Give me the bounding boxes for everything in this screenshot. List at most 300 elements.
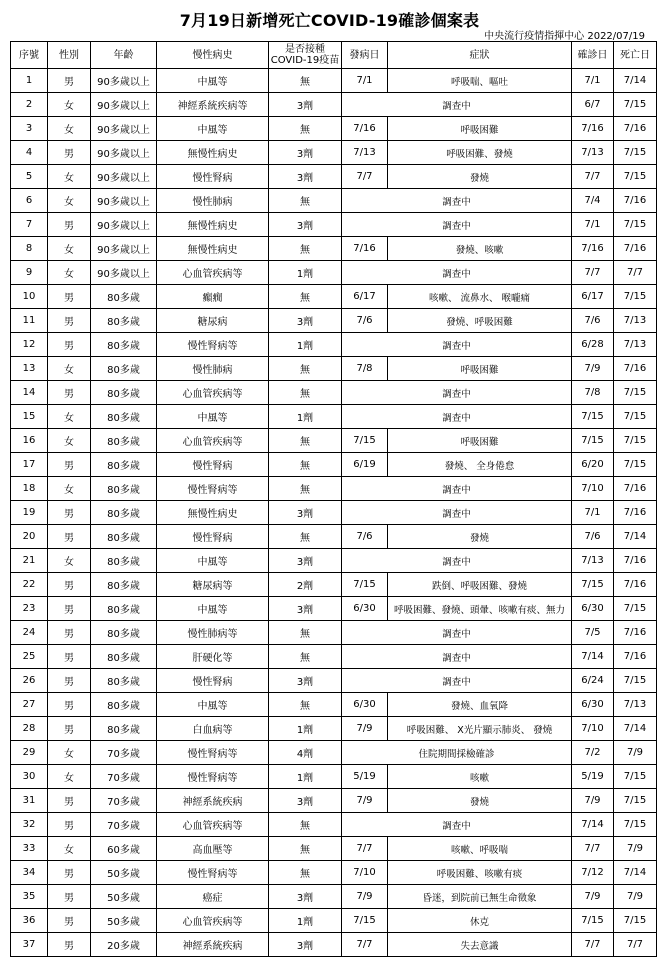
cell-sex: 男 — [48, 693, 91, 717]
cell-no: 21 — [11, 549, 48, 573]
cell-history: 心血管疾病等 — [157, 429, 269, 453]
cell-diagnosis: 7/14 — [572, 645, 614, 669]
cell-no: 13 — [11, 357, 48, 381]
cell-vaccine: 4劑 — [269, 741, 342, 765]
cell-no: 31 — [11, 789, 48, 813]
table-row — [11, 885, 657, 909]
cell-vaccine: 3劑 — [269, 213, 342, 237]
cell-vaccine: 3劑 — [269, 597, 342, 621]
cell-vaccine: 無 — [269, 453, 342, 477]
cell-vaccine: 1劑 — [269, 333, 342, 357]
cell-no: 25 — [11, 645, 48, 669]
cell-sex: 女 — [48, 837, 91, 861]
cell-age: 90多歲以上 — [91, 69, 157, 93]
cell-history: 無慢性病史 — [157, 141, 269, 165]
header-vaccine: 是否接種COVID-19疫苗 — [269, 42, 342, 69]
cell-history: 白血病等 — [157, 717, 269, 741]
cell-age: 80多歲 — [91, 693, 157, 717]
table-row — [11, 693, 657, 717]
table-row — [11, 237, 657, 261]
cell-death: 7/14 — [614, 717, 657, 741]
table-row — [11, 645, 657, 669]
cell-vaccine: 無 — [269, 69, 342, 93]
cell-symptoms: 調查中 — [342, 549, 572, 573]
cell-age: 20多歲 — [91, 933, 157, 957]
cell-vaccine: 3劑 — [269, 669, 342, 693]
cell-sex: 男 — [48, 381, 91, 405]
death-case-table — [10, 41, 657, 957]
cell-vaccine: 無 — [269, 357, 342, 381]
cell-vaccine: 無 — [269, 477, 342, 501]
table-row — [11, 285, 657, 309]
cell-sex: 女 — [48, 261, 91, 285]
cell-history: 慢性腎病 — [157, 165, 269, 189]
cell-history: 無慢性病史 — [157, 237, 269, 261]
table-row — [11, 765, 657, 789]
cell-sex: 男 — [48, 645, 91, 669]
cell-onset: 6/19 — [342, 453, 388, 477]
cell-diagnosis: 7/15 — [572, 405, 614, 429]
cell-sex: 男 — [48, 525, 91, 549]
cell-history: 癌症 — [157, 885, 269, 909]
cell-age: 90多歲以上 — [91, 237, 157, 261]
cell-no: 14 — [11, 381, 48, 405]
table-row — [11, 189, 657, 213]
cell-symptoms: 調查中 — [342, 213, 572, 237]
cell-symptoms: 調查中 — [342, 621, 572, 645]
cell-age: 80多歲 — [91, 549, 157, 573]
cell-no: 4 — [11, 141, 48, 165]
cell-no: 8 — [11, 237, 48, 261]
cell-diagnosis: 7/16 — [572, 237, 614, 261]
cell-no: 2 — [11, 93, 48, 117]
cell-sex: 男 — [48, 717, 91, 741]
table-row — [11, 813, 657, 837]
table-row — [11, 741, 657, 765]
cell-no: 15 — [11, 405, 48, 429]
cell-diagnosis: 6/7 — [572, 93, 614, 117]
cell-sex: 女 — [48, 189, 91, 213]
cell-vaccine: 3劑 — [269, 549, 342, 573]
cell-age: 70多歲 — [91, 813, 157, 837]
cell-no: 26 — [11, 669, 48, 693]
cell-vaccine: 1劑 — [269, 405, 342, 429]
cell-vaccine: 無 — [269, 861, 342, 885]
cell-vaccine: 無 — [269, 237, 342, 261]
cell-death: 7/15 — [614, 789, 657, 813]
table-row — [11, 309, 657, 333]
cell-vaccine: 3劑 — [269, 141, 342, 165]
cell-death: 7/15 — [614, 453, 657, 477]
cell-death: 7/9 — [614, 885, 657, 909]
cell-death: 7/7 — [614, 261, 657, 285]
cell-death: 7/15 — [614, 429, 657, 453]
cell-onset: 7/16 — [342, 237, 388, 261]
cell-history: 中風等 — [157, 597, 269, 621]
cell-sex: 男 — [48, 141, 91, 165]
cell-history: 心血管疾病等 — [157, 381, 269, 405]
cell-age: 50多歲 — [91, 885, 157, 909]
table-body — [11, 69, 657, 957]
cell-symptoms: 呼吸困難 — [388, 117, 572, 141]
cell-death: 7/16 — [614, 501, 657, 525]
cell-age: 80多歲 — [91, 501, 157, 525]
table-row — [11, 141, 657, 165]
cell-no: 36 — [11, 909, 48, 933]
page-title: 7月19日新增死亡COVID-19確診個案表 — [179, 11, 480, 30]
cell-sex: 女 — [48, 741, 91, 765]
cell-diagnosis: 7/10 — [572, 477, 614, 501]
cell-symptoms: 調查中 — [342, 381, 572, 405]
header-sex: 性別 — [48, 42, 91, 69]
cell-diagnosis: 7/15 — [572, 909, 614, 933]
cell-onset: 7/7 — [342, 165, 388, 189]
table-row — [11, 549, 657, 573]
cell-diagnosis: 7/6 — [572, 309, 614, 333]
cell-history: 高血壓等 — [157, 837, 269, 861]
cell-no: 35 — [11, 885, 48, 909]
table-row — [11, 525, 657, 549]
cell-history: 慢性肺病 — [157, 189, 269, 213]
cell-symptoms: 住院期間採檢確診 — [342, 741, 572, 765]
cell-history: 癲癇 — [157, 285, 269, 309]
cell-symptoms: 呼吸喘、嘔吐 — [388, 69, 572, 93]
cell-sex: 男 — [48, 909, 91, 933]
cell-no: 11 — [11, 309, 48, 333]
cell-history: 無慢性病史 — [157, 213, 269, 237]
cell-age: 90多歲以上 — [91, 213, 157, 237]
cell-vaccine: 無 — [269, 525, 342, 549]
cell-vaccine: 3劑 — [269, 789, 342, 813]
cell-vaccine: 無 — [269, 429, 342, 453]
cell-sex: 男 — [48, 453, 91, 477]
cell-age: 90多歲以上 — [91, 141, 157, 165]
cell-symptoms: 呼吸困難、咳嗽有痰 — [388, 861, 572, 885]
cell-onset: 6/30 — [342, 693, 388, 717]
table-row — [11, 597, 657, 621]
cell-age: 50多歲 — [91, 861, 157, 885]
cell-symptoms: 調查中 — [342, 333, 572, 357]
cell-death: 7/15 — [614, 909, 657, 933]
cell-death: 7/15 — [614, 405, 657, 429]
table-row — [11, 837, 657, 861]
cell-history: 心血管疾病等 — [157, 909, 269, 933]
cell-symptoms: 呼吸困難、 X光片顯示肺炎、 發燒 — [388, 717, 572, 741]
cell-death: 7/15 — [614, 213, 657, 237]
cell-symptoms: 調查中 — [342, 405, 572, 429]
cell-age: 60多歲 — [91, 837, 157, 861]
header-death: 死亡日 — [614, 42, 657, 69]
cell-onset: 5/19 — [342, 765, 388, 789]
cell-history: 糖尿病等 — [157, 573, 269, 597]
cell-death: 7/14 — [614, 525, 657, 549]
cell-age: 80多歲 — [91, 597, 157, 621]
cell-death: 7/15 — [614, 765, 657, 789]
table-row — [11, 165, 657, 189]
cell-vaccine: 無 — [269, 693, 342, 717]
cell-diagnosis: 7/9 — [572, 357, 614, 381]
cell-symptoms: 發燒、呼吸困難 — [388, 309, 572, 333]
cell-age: 80多歲 — [91, 381, 157, 405]
cell-sex: 女 — [48, 429, 91, 453]
cell-diagnosis: 6/20 — [572, 453, 614, 477]
cell-onset: 7/9 — [342, 885, 388, 909]
cell-no: 20 — [11, 525, 48, 549]
cell-age: 80多歲 — [91, 669, 157, 693]
header-symptoms: 症狀 — [388, 42, 572, 69]
cell-age: 80多歲 — [91, 717, 157, 741]
cell-death: 7/16 — [614, 237, 657, 261]
cell-sex: 男 — [48, 213, 91, 237]
cell-death: 7/15 — [614, 381, 657, 405]
cell-symptoms: 發燒 — [388, 525, 572, 549]
cell-diagnosis: 6/30 — [572, 597, 614, 621]
header-age: 年齡 — [91, 42, 157, 69]
cell-symptoms: 發燒、咳嗽 — [388, 237, 572, 261]
cell-onset: 7/7 — [342, 837, 388, 861]
cell-sex: 女 — [48, 165, 91, 189]
cell-history: 糖尿病 — [157, 309, 269, 333]
table-row — [11, 621, 657, 645]
cell-no: 12 — [11, 333, 48, 357]
cell-death: 7/9 — [614, 741, 657, 765]
table-row — [11, 93, 657, 117]
cell-diagnosis: 6/17 — [572, 285, 614, 309]
cell-onset: 6/30 — [342, 597, 388, 621]
cell-symptoms: 調查中 — [342, 645, 572, 669]
cell-age: 80多歲 — [91, 573, 157, 597]
cell-vaccine: 無 — [269, 117, 342, 141]
cell-age: 80多歲 — [91, 405, 157, 429]
cell-age: 70多歲 — [91, 765, 157, 789]
cell-history: 慢性肺病等 — [157, 621, 269, 645]
cell-symptoms: 休克 — [388, 909, 572, 933]
cell-diagnosis: 7/10 — [572, 717, 614, 741]
cell-history: 中風等 — [157, 69, 269, 93]
cell-diagnosis: 7/1 — [572, 213, 614, 237]
cell-death: 7/9 — [614, 837, 657, 861]
cell-death: 7/16 — [614, 189, 657, 213]
cell-history: 肝硬化等 — [157, 645, 269, 669]
cell-no: 34 — [11, 861, 48, 885]
cell-diagnosis: 7/14 — [572, 813, 614, 837]
cell-history: 神經系統疾病 — [157, 789, 269, 813]
header-no: 序號 — [11, 42, 48, 69]
cell-sex: 男 — [48, 597, 91, 621]
table-row — [11, 717, 657, 741]
table-row — [11, 453, 657, 477]
cell-death: 7/16 — [614, 645, 657, 669]
cell-no: 3 — [11, 117, 48, 141]
table-row — [11, 405, 657, 429]
cell-symptoms: 咳嗽 — [388, 765, 572, 789]
cell-symptoms: 咳嗽、 流鼻水、 喉嚨痛 — [388, 285, 572, 309]
cell-no: 37 — [11, 933, 48, 957]
cell-no: 17 — [11, 453, 48, 477]
cell-death: 7/14 — [614, 69, 657, 93]
cell-vaccine: 無 — [269, 645, 342, 669]
cell-sex: 女 — [48, 237, 91, 261]
cell-age: 80多歲 — [91, 453, 157, 477]
table-row — [11, 213, 657, 237]
cell-history: 慢性腎病等 — [157, 741, 269, 765]
cell-diagnosis: 7/6 — [572, 525, 614, 549]
cell-symptoms: 調查中 — [342, 477, 572, 501]
cell-vaccine: 1劑 — [269, 717, 342, 741]
table-row — [11, 669, 657, 693]
header-onset: 發病日 — [342, 42, 388, 69]
cell-no: 16 — [11, 429, 48, 453]
cell-sex: 女 — [48, 93, 91, 117]
cell-vaccine: 無 — [269, 837, 342, 861]
cell-no: 1 — [11, 69, 48, 93]
cell-symptoms: 調查中 — [342, 669, 572, 693]
cell-no: 5 — [11, 165, 48, 189]
cell-history: 無慢性病史 — [157, 501, 269, 525]
cell-no: 29 — [11, 741, 48, 765]
cell-no: 7 — [11, 213, 48, 237]
cell-age: 90多歲以上 — [91, 189, 157, 213]
cell-sex: 男 — [48, 69, 91, 93]
cell-death: 7/15 — [614, 285, 657, 309]
cell-diagnosis: 7/7 — [572, 837, 614, 861]
cell-age: 80多歲 — [91, 285, 157, 309]
cell-history: 中風等 — [157, 693, 269, 717]
cell-onset: 6/17 — [342, 285, 388, 309]
cell-history: 心血管疾病等 — [157, 261, 269, 285]
cell-death: 7/15 — [614, 141, 657, 165]
cell-no: 6 — [11, 189, 48, 213]
cell-diagnosis: 6/24 — [572, 669, 614, 693]
cell-vaccine: 無 — [269, 381, 342, 405]
cell-onset: 7/15 — [342, 429, 388, 453]
cell-onset: 7/6 — [342, 309, 388, 333]
cell-history: 神經系統疾病 — [157, 933, 269, 957]
cell-history: 慢性腎病 — [157, 453, 269, 477]
cell-vaccine: 3劑 — [269, 165, 342, 189]
cell-death: 7/15 — [614, 165, 657, 189]
cell-onset: 7/9 — [342, 789, 388, 813]
cell-symptoms: 發燒、 全身倦怠 — [388, 453, 572, 477]
cell-sex: 女 — [48, 477, 91, 501]
cell-vaccine: 無 — [269, 621, 342, 645]
cell-onset: 7/13 — [342, 141, 388, 165]
cell-age: 70多歲 — [91, 789, 157, 813]
table-row — [11, 357, 657, 381]
cell-death: 7/15 — [614, 669, 657, 693]
cell-death: 7/14 — [614, 861, 657, 885]
cell-no: 18 — [11, 477, 48, 501]
cell-no: 27 — [11, 693, 48, 717]
cell-onset: 7/15 — [342, 909, 388, 933]
cell-death: 7/16 — [614, 549, 657, 573]
cell-history: 中風等 — [157, 549, 269, 573]
cell-sex: 男 — [48, 309, 91, 333]
cell-vaccine: 1劑 — [269, 909, 342, 933]
cell-diagnosis: 6/30 — [572, 693, 614, 717]
cell-symptoms: 調查中 — [342, 261, 572, 285]
cell-history: 慢性腎病 — [157, 669, 269, 693]
cell-age: 90多歲以上 — [91, 93, 157, 117]
cell-history: 慢性腎病等 — [157, 861, 269, 885]
cell-symptoms: 呼吸困難 — [388, 429, 572, 453]
cell-death: 7/13 — [614, 309, 657, 333]
cell-symptoms: 調查中 — [342, 189, 572, 213]
cell-diagnosis: 7/1 — [572, 501, 614, 525]
cell-sex: 女 — [48, 765, 91, 789]
cell-diagnosis: 7/8 — [572, 381, 614, 405]
cell-age: 80多歲 — [91, 429, 157, 453]
cell-no: 33 — [11, 837, 48, 861]
cell-death: 7/13 — [614, 693, 657, 717]
table-row — [11, 117, 657, 141]
cell-vaccine: 3劑 — [269, 933, 342, 957]
cell-symptoms: 發燒 — [388, 165, 572, 189]
cell-diagnosis: 7/2 — [572, 741, 614, 765]
cell-sex: 女 — [48, 405, 91, 429]
cell-vaccine: 3劑 — [269, 501, 342, 525]
cell-symptoms: 調查中 — [342, 501, 572, 525]
cell-age: 80多歲 — [91, 525, 157, 549]
cell-death: 7/13 — [614, 333, 657, 357]
cell-sex: 男 — [48, 861, 91, 885]
cell-no: 10 — [11, 285, 48, 309]
cell-onset: 7/6 — [342, 525, 388, 549]
cell-vaccine: 無 — [269, 813, 342, 837]
cell-history: 中風等 — [157, 117, 269, 141]
cell-diagnosis: 7/16 — [572, 117, 614, 141]
cell-diagnosis: 7/13 — [572, 549, 614, 573]
cell-symptoms: 呼吸困難、發燒、頭暈、咳嗽有痰、無力 — [388, 597, 572, 621]
cell-age: 90多歲以上 — [91, 261, 157, 285]
cell-death: 7/16 — [614, 621, 657, 645]
cell-diagnosis: 7/12 — [572, 861, 614, 885]
cell-onset: 7/1 — [342, 69, 388, 93]
cell-symptoms: 發燒 — [388, 789, 572, 813]
cell-symptoms: 調查中 — [342, 813, 572, 837]
cell-symptoms: 發燒、血氧降 — [388, 693, 572, 717]
header-history: 慢性病史 — [157, 42, 269, 69]
cell-sex: 男 — [48, 621, 91, 645]
cell-diagnosis: 7/4 — [572, 189, 614, 213]
cell-history: 慢性腎病等 — [157, 333, 269, 357]
cell-vaccine: 無 — [269, 285, 342, 309]
cell-vaccine: 3劑 — [269, 309, 342, 333]
cell-diagnosis: 7/1 — [572, 69, 614, 93]
cell-no: 19 — [11, 501, 48, 525]
cell-sex: 男 — [48, 333, 91, 357]
cell-no: 32 — [11, 813, 48, 837]
cell-history: 慢性腎病 — [157, 525, 269, 549]
cell-diagnosis: 5/19 — [572, 765, 614, 789]
cell-history: 慢性腎病等 — [157, 477, 269, 501]
cell-age: 80多歲 — [91, 645, 157, 669]
table-row — [11, 573, 657, 597]
cell-sex: 男 — [48, 285, 91, 309]
cell-onset: 7/7 — [342, 933, 388, 957]
cell-symptoms: 跌倒、呼吸困難、發燒 — [388, 573, 572, 597]
cell-no: 28 — [11, 717, 48, 741]
cell-diagnosis: 7/7 — [572, 261, 614, 285]
cell-vaccine: 無 — [269, 189, 342, 213]
cell-age: 50多歲 — [91, 909, 157, 933]
table-row — [11, 861, 657, 885]
cell-sex: 男 — [48, 933, 91, 957]
table-row — [11, 261, 657, 285]
cell-vaccine: 1劑 — [269, 261, 342, 285]
table-row — [11, 909, 657, 933]
cell-vaccine: 1劑 — [269, 765, 342, 789]
